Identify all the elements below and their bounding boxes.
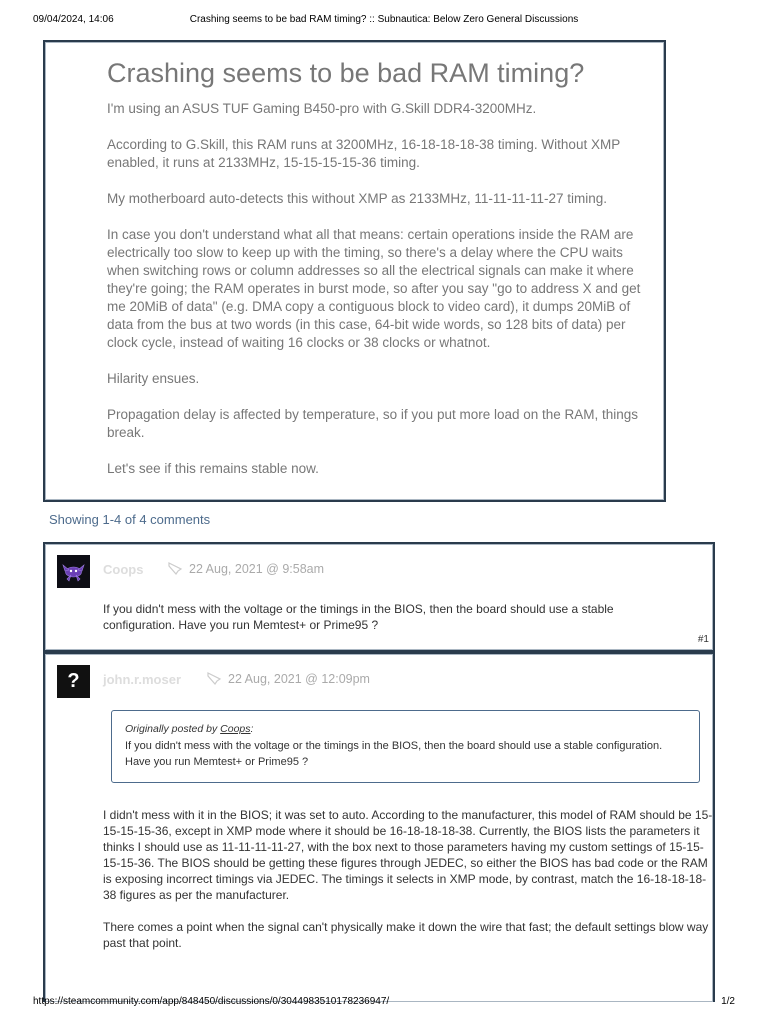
quote-text: If you didn't mess with the voltage or the timings in the BIOS, then the board should use a stable configuration. Have you run Memtest+ or Prime95 ? <box>125 740 663 768</box>
comment <box>43 542 715 652</box>
comment-paragraph: If you didn't mess with the voltage or the timings in the BIOS, then the board should use a stable configuration. Have you run Memtest+ or Prime95 ? <box>103 602 614 632</box>
quote-prefix: Originally posted by <box>125 723 221 735</box>
comment <box>43 652 715 1002</box>
avatar[interactable] <box>57 665 90 698</box>
report-flag-icon[interactable] <box>206 671 222 685</box>
post-number-link[interactable]: #1 <box>697 634 709 645</box>
comment-date: 22 Aug, 2021 @ 12:09pm <box>228 672 370 686</box>
topic-paragraph: In case you don't understand what all that means: certain operations inside the RAM are electrically too slow to keep up with the timing, so there's a delay where the CPU waits when switching rows or column addresses so all the electrical signals can make it where they're going; the RAM operates in burst mode, so after you say "go to address X and get me 20MiB of data" (e.g. DMA copy a contiguous block to video card), it dumps 20MiB of data from the bus at two words (in this case, 64-bit wide words, so 128 bits of data) per clock cycle, instead of waiting 16 clocks or 38 clocks or whatnot. <box>107 227 641 350</box>
quote-attribution <box>125 723 686 735</box>
topic-paragraph: According to G.Skill, this RAM runs at 3200MHz, 16-18-18-18-38 timing. Without XMP enabled, it runs at 2133MHz, 15-15-15-15-36 timing. <box>107 137 620 170</box>
comment-paragraph: There comes a point when the signal can't physically make it down the wire that fast; the default settings blow way past that point. <box>103 920 709 950</box>
print-timestamp: 09/04/2024, 14:06 <box>33 14 114 25</box>
topic-paragraph: Let's see if this remains stable now. <box>107 461 319 476</box>
question-mark-avatar-icon: ? <box>67 670 80 692</box>
comment-author[interactable]: Coops <box>103 562 144 577</box>
topic-paragraph: Propagation delay is affected by temperature, so if you put more load on the RAM, things break. <box>107 407 639 440</box>
topic-title: Crashing seems to be bad RAM timing? <box>107 58 585 88</box>
topic-paragraph: Hilarity ensues. <box>107 371 200 386</box>
topic-paragraph: I'm using an ASUS TUF Gaming B450-pro with G.Skill DDR4-3200MHz. <box>107 101 537 116</box>
comment-body <box>103 807 713 967</box>
comments-count: Showing 1-4 of 4 comments <box>49 512 211 527</box>
comment-body <box>103 601 663 649</box>
avatar[interactable] <box>57 555 90 588</box>
topic-body <box>107 100 642 496</box>
purple-creature-avatar-icon <box>57 555 90 588</box>
topic-post <box>43 40 666 502</box>
print-document-title: Crashing seems to be bad RAM timing? :: Subnautica: Below Zero General Discussions <box>189 14 579 25</box>
print-url: https://steamcommunity.com/app/848450/discussions/0/3044983510178236947/ <box>33 996 390 1007</box>
quote-author-link[interactable]: Coops <box>220 723 251 735</box>
print-header <box>33 14 735 28</box>
quote-suffix: : <box>250 723 254 735</box>
print-footer <box>33 996 735 1010</box>
quote-block <box>111 710 700 783</box>
comment-author[interactable]: john.r.moser <box>103 672 182 687</box>
report-flag-icon[interactable] <box>167 561 183 575</box>
print-page-number: 1/2 <box>721 996 735 1007</box>
topic-paragraph: My motherboard auto-detects this without XMP as 2133MHz, 11-11-11-11-27 timing. <box>107 191 607 206</box>
comment-paragraph: I didn't mess with it in the BIOS; it was set to auto. According to the manufacturer, this model of RAM should be 15-15-15-15-36, except in XMP mode where it should be 16-18-18-18-38. Currently, the BIOS lists the parameters it thinks I should use as 11-11-11-11-27, with the box next to those parameters having my custom settings of 15-15-15-15-36. The BIOS should be getting these figures through JEDEC, so either the BIOS has bad code or the RAM is exposing incorrect timings via JEDEC. The timings it selects in XMP mode, by contrast, match the 16-18-18-18-38 figures as per the manufacturer. <box>103 808 713 902</box>
comment-date: 22 Aug, 2021 @ 9:58am <box>189 562 325 576</box>
